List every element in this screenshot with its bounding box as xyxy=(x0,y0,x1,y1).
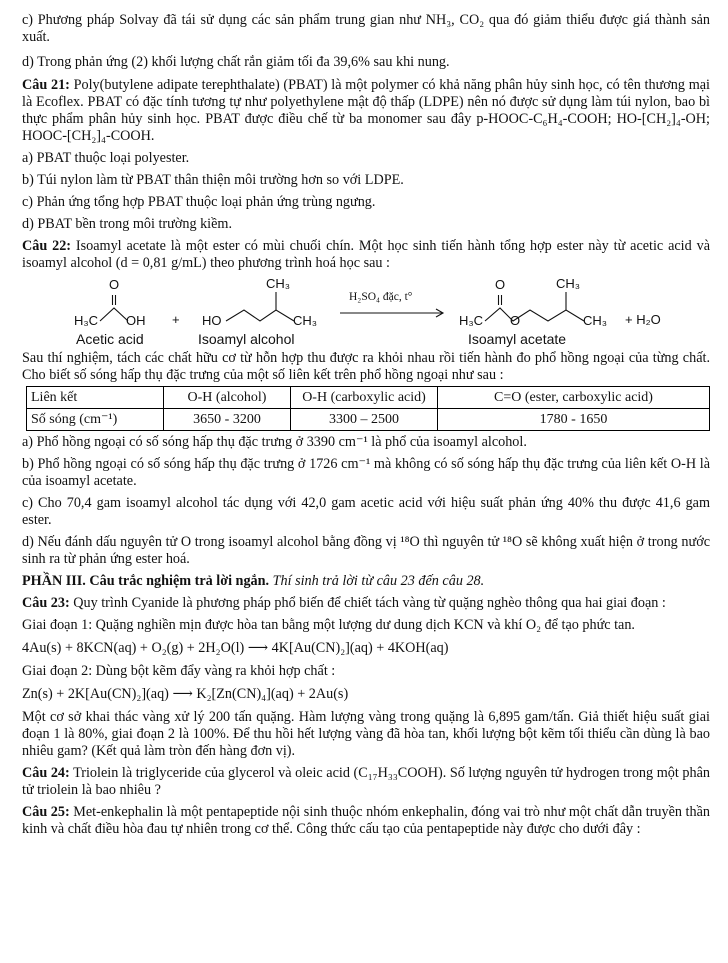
isoamyl-alcohol-bonds xyxy=(226,310,294,321)
reaction-scheme xyxy=(22,275,710,347)
ir-header-cell: Liên kết xyxy=(27,387,164,409)
ester-ch3-right-atom: CH₃ xyxy=(583,313,608,328)
q22-option-a: a) Phổ hồng ngoại có số sóng hấp thụ đặc trưng ở 3390 cm⁻¹ là phổ của isoamyl alcohol. xyxy=(22,434,527,450)
q21-text: Poly(butylene adipate terephthalate) (PBAT) là một polymer có khả năng phân hủy sinh học, có tên thương mại là Ecoflex. PBAT có đặc tính tương tự như polyethylene mật độ thấp (LDPE) nên nó được sử dụng làm túi nylon, bao bì thực phẩm phân hủy sinh học. PBAT được điều chế từ ba monomer sau đây p-HOOC-C₆H₄-COOH; HO-[CH₂]₄-OH; HOOC-[CH₂]₄-COOH. xyxy=(22,77,710,144)
q22-option-d: d) Nếu đánh dấu nguyên tử O trong isoamyl alcohol bằng đồng vị ¹⁸O thì nguyên tử ¹⁸O sẽ không xuất hiện ở trong nước sinh ra từ phản ứng ester hoá. xyxy=(22,534,710,567)
acetic-acid-label: Acetic acid xyxy=(76,331,144,347)
q23-stage-1: Giai đoạn 1: Quặng nghiền mịn được hòa tan bằng một lượng dư dung dịch KCN và khí O₂ để tạo phức tan. xyxy=(22,617,635,633)
ir-table-header-row xyxy=(27,387,710,409)
acetic-oh-atom: OH xyxy=(126,313,146,328)
plus-sign-1: + xyxy=(172,312,180,327)
alcohol-ho-atom: HO xyxy=(202,313,222,328)
document-page xyxy=(22,0,710,838)
q23-body: Một cơ sở khai thác vàng xử lý 200 tấn quặng. Hàm lượng vàng trong quặng là 6,895 gam/tấn. Giả thiết hiệu suất giai đoạn 1 là 80%, giai đoạn 2 là 100%. Để thu hồi hết lượng vàng đã hòa tan, khối lượng bột kẽm tối thiểu cần dùng là bao nhiêu gam? (Kết quả làm tròn đến hàng đơn vị). xyxy=(22,709,710,759)
acetic-h3c-atom: H₃C xyxy=(74,313,99,328)
q22-after-text: Sau thí nghiệm, tách các chất hữu cơ từ hỗn hợp thu được ra khỏi nhau rồi tiến hành đo phổ hồng ngoại của từng chất. Cho biết số sóng hấp thụ đặc trưng của một số liên kết trên phổ hồng ngoại như sau : xyxy=(22,350,710,383)
ester-o-atom: O xyxy=(510,313,521,328)
question-21 xyxy=(22,77,710,145)
acetic-o-atom: O xyxy=(109,277,120,292)
question-22 xyxy=(22,238,710,272)
ir-cell: Số sóng (cm⁻¹) xyxy=(27,409,164,431)
ir-cell: 3300 – 2500 xyxy=(291,409,438,431)
question-23 xyxy=(22,595,710,612)
q24-text: Triolein là triglyceride của glycerol và oleic acid (C₁₇H₃₃COOH). Số lượng nguyên tử hydrogen trong một phân tử triolein là bao nhiêu ? xyxy=(22,765,710,798)
q22-option-c: c) Cho 70,4 gam isoamyl alcohol tác dụng với 42,0 gam acetic acid với hiệu suất phản ứng 40% thu được 41,6 gam ester. xyxy=(22,495,710,528)
q23-equation-1: 4Au(s) + 8KCN(aq) + O₂(g) + 2H₂O(l) ⟶ 4K[Au(CN)₂](aq) + 4KOH(aq) xyxy=(22,640,449,656)
isoamyl-alcohol-label: Isoamyl alcohol xyxy=(198,331,295,347)
item-d-nung: d) Trong phản ứng (2) khối lượng chất rắn giảm tối đa 39,6% sau khi nung. xyxy=(22,54,450,70)
part-3-heading xyxy=(22,573,710,590)
ir-cell: 3650 - 3200 xyxy=(164,409,291,431)
part-3-title: PHẦN III. Câu trắc nghiệm trả lời ngắn. xyxy=(22,573,270,589)
question-24 xyxy=(22,765,710,799)
q21-option-d: d) PBAT bền trong môi trường kiềm. xyxy=(22,216,232,232)
q21-option-b: b) Túi nylon làm từ PBAT thân thiện môi trường hơn so với LDPE. xyxy=(22,172,404,188)
q22-text: Isoamyl acetate là một ester có mùi chuối chín. Một học sinh tiến hành tổng hợp ester này từ acetic acid và isoamyl alcohol (d = 0,81 g/mL) theo phương trình hoá học sau : xyxy=(22,238,710,271)
ir-table xyxy=(26,386,710,431)
isoamyl-acetate-label: Isoamyl acetate xyxy=(468,331,567,347)
q22-label: Câu 22: xyxy=(22,238,72,254)
q21-label: Câu 21: xyxy=(22,77,70,93)
isoamyl-acetate-bonds xyxy=(485,308,584,321)
ester-h3c-atom: H₃C xyxy=(459,313,484,328)
acetic-acid-bonds xyxy=(100,308,128,321)
q23-text: Quy trình Cyanide là phương pháp phổ biến để chiết tách vàng từ quặng nghèo thông qua hai giai đoạn : xyxy=(69,595,666,611)
alcohol-ch3-top-atom: CH₃ xyxy=(266,276,291,291)
alcohol-ch3-right-atom: CH₃ xyxy=(293,313,318,328)
ester-ch3-top-atom: CH₃ xyxy=(556,276,581,291)
ester-o-carbonyl-atom: O xyxy=(495,277,506,292)
q21-option-c: c) Phản ứng tổng hợp PBAT thuộc loại phản ứng trùng ngưng. xyxy=(22,194,376,210)
ir-header-cell: O-H (carboxylic acid) xyxy=(291,387,438,409)
q24-label: Câu 24: xyxy=(22,765,70,781)
q21-option-a: a) PBAT thuộc loại polyester. xyxy=(22,150,190,166)
ir-cell: 1780 - 1650 xyxy=(438,409,710,431)
q22-option-b: b) Phổ hồng ngoại có số sóng hấp thụ đặc trưng ở 1726 cm⁻¹ mà không có số sóng hấp thụ đặc trưng của liên kết O-H là của isoamyl acetate. xyxy=(22,456,710,489)
q23-label: Câu 23: xyxy=(22,595,70,611)
ir-header-cell: C=O (ester, carboxylic acid) xyxy=(438,387,710,409)
plus-water: + H₂O xyxy=(625,312,661,327)
q23-equation-2: Zn(s) + 2K[Au(CN)₂](aq) ⟶ K₂[Zn(CN)₄](aq) + 2Au(s) xyxy=(22,686,349,702)
q23-stage-2: Giai đoạn 2: Dùng bột kẽm đẩy vàng ra khỏi hợp chất : xyxy=(22,663,336,679)
q25-text: Met-enkephalin là một pentapeptide nội sinh thuộc nhóm enkephalin, đóng vai trò như một chất dẫn truyền thần kinh và chất điều hòa đau tự nhiên trong cơ thể. Công thức cấu tạo của pentapeptide này được cho dưới đây : xyxy=(22,804,710,837)
ir-table-row xyxy=(27,409,710,431)
item-c-solvay: c) Phương pháp Solvay đã tái sử dụng các sản phẩm trung gian như NH₃, CO₂ qua đó giảm thiểu được giá thành sản xuất. xyxy=(22,12,710,45)
q25-label: Câu 25: xyxy=(22,804,70,820)
question-25 xyxy=(22,804,710,838)
part-3-note: Thí sinh trả lời từ câu 23 đến câu 28. xyxy=(269,573,485,589)
catalyst-label: H₂SO₄ đặc, t° xyxy=(349,291,413,303)
ir-header-cell: O-H (alcohol) xyxy=(164,387,291,409)
